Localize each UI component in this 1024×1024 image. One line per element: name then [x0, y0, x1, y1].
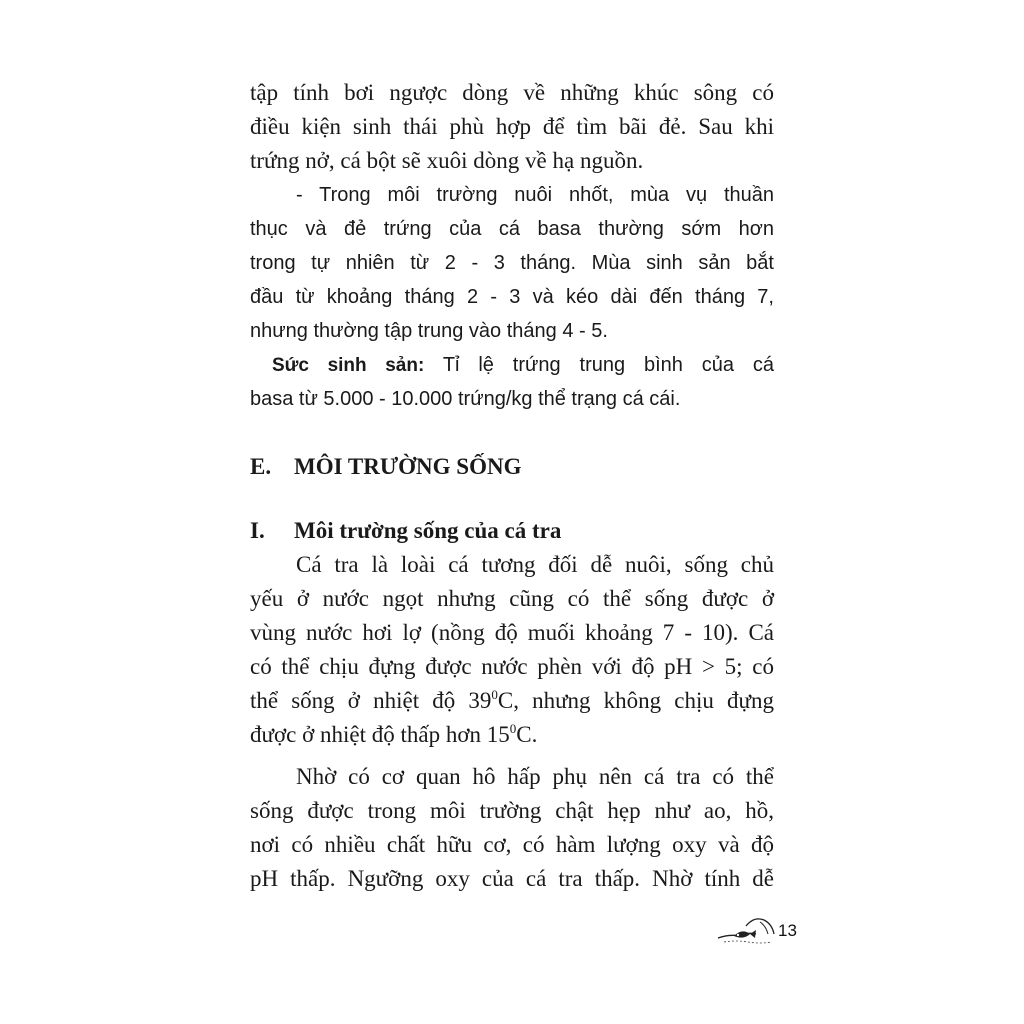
- paragraph-5-line: pH thấp. Ngưỡng oxy của cá tra thấp. Nhờ tính dễ: [250, 866, 774, 891]
- page-number: 13: [778, 921, 797, 940]
- spacer: [250, 484, 774, 514]
- paragraph-4-line: [250, 718, 774, 752]
- paragraph-5-line: Nhờ có cơ quan hô hấp phụ nên cá tra có thể: [296, 764, 774, 789]
- section-heading-e: [250, 450, 774, 484]
- subsection-number: I.: [250, 518, 265, 543]
- text-span: thể sống ở nhiệt độ 39: [250, 688, 492, 713]
- paragraph-1-line: trứng nở, cá bột sẽ xuôi dòng về hạ nguồn.: [250, 148, 644, 173]
- paragraph-4-line: Cá tra là loài cá tương đối dễ nuôi, sống chủ: [296, 552, 774, 577]
- paragraph-4-line: vùng nước hơi lợ (nồng độ muối khoảng 7 - 10). Cá: [250, 620, 774, 645]
- degree-superscript: 0: [509, 721, 517, 736]
- text-span: được ở nhiệt độ thấp hơn 15: [250, 722, 510, 747]
- paragraph-3-line: basa từ 5.000 - 10.000 trứng/kg thể trạng cá cái.: [250, 388, 681, 410]
- paragraph-2-line: thục và đẻ trứng của cá basa thường sớm hơn: [250, 218, 774, 240]
- text-span: C.: [516, 722, 538, 747]
- page-content: [250, 76, 774, 896]
- spacer: [250, 416, 774, 450]
- paragraph-2-line: nhưng thường tập trung vào tháng 4 - 5.: [250, 320, 608, 342]
- subsection-title: Môi trường sống của cá tra: [294, 518, 562, 543]
- section-number: E.: [250, 454, 272, 479]
- subsection-heading-1: [250, 514, 774, 548]
- degree-superscript: 0: [491, 687, 498, 702]
- paragraph-1-line: tập tính bơi ngược dòng về những khúc sông có: [250, 80, 774, 105]
- fish-ornament-icon: [716, 912, 778, 948]
- paragraph-2-line: đầu từ khoảng tháng 2 - 3 và kéo dài đến tháng 7,: [250, 286, 774, 308]
- paragraph-2-line: trong tự nhiên từ 2 - 3 tháng. Mùa sinh sản bắt: [250, 252, 774, 274]
- text-span: C, nhưng không chịu đựng: [497, 688, 775, 713]
- paragraph-1-line: điều kiện sinh thái phù hợp để tìm bãi đẻ. Sau khi: [250, 114, 774, 139]
- page-footer: [716, 912, 806, 952]
- section-title: MÔI TRƯỜNG SỐNG: [294, 454, 522, 479]
- term-suc-sinh-san: Sức sinh sản:: [272, 355, 425, 376]
- term-definition: Tỉ lệ trứng trung bình của cá: [442, 354, 774, 376]
- paragraph-3-line: [250, 348, 774, 382]
- paragraph-5-line: sống được trong môi trường chật hẹp như ao, hồ,: [250, 798, 774, 823]
- paragraph-5-line: nơi có nhiều chất hữu cơ, có hàm lượng oxy và độ: [250, 832, 774, 857]
- paragraph-4-line: [250, 684, 774, 718]
- paragraph-4-line: có thể chịu đựng được nước phèn với độ pH > 5; có: [250, 654, 774, 679]
- paragraph-2-line: - Trong môi trường nuôi nhốt, mùa vụ thuần: [296, 184, 774, 206]
- paragraph-4-line: yếu ở nước ngọt nhưng cũng có thể sống được ở: [250, 586, 774, 611]
- spacer: [250, 752, 774, 760]
